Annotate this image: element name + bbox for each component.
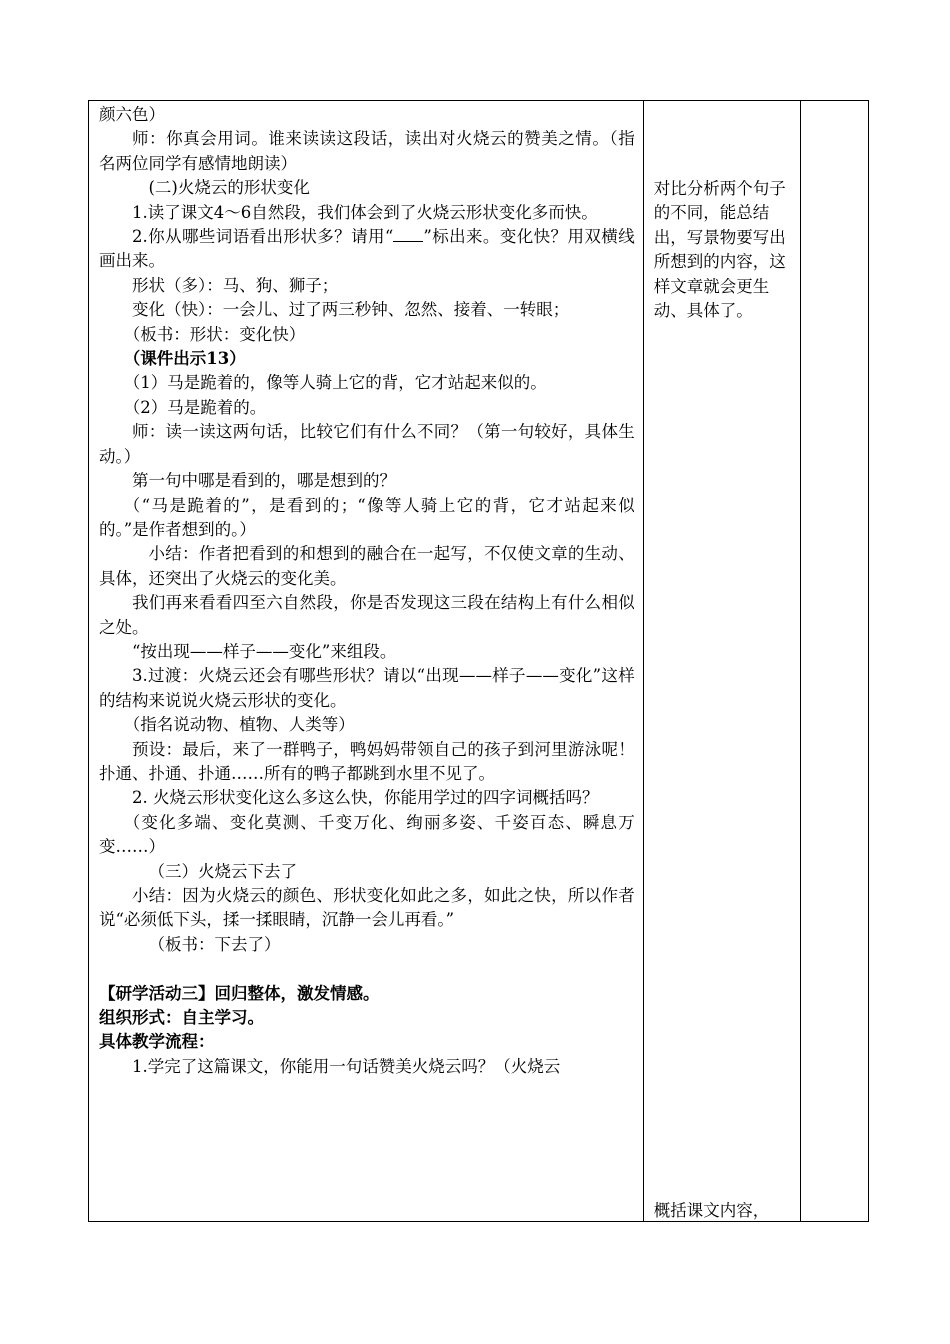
process-heading: 具体教学流程：	[99, 1032, 215, 1052]
organization-form: 组织形式：自主学习。	[99, 1008, 264, 1028]
text-line: 预设：最后，来了一群鸭子，鸭妈妈带领自己的孩子到河里游泳呢！扑通、扑通、扑通……所有的鸭子都跳到水里不见了。	[99, 739, 635, 783]
text-line: （指名说动物、植物、人类等）	[123, 715, 355, 735]
summary-line: 小结：因为火烧云的颜色、形状变化如此之多，如此之快，所以作者说“必须低下头，揉一揉眼睛，沉静一会儿再看。”	[99, 886, 635, 930]
text-segment: 2.你从哪些词语看出形状多？请用“	[132, 227, 394, 247]
teaching-process-cell	[89, 101, 644, 1222]
design-note: 概括课文内容，	[653, 1201, 770, 1220]
text-line: 师：你真会用词。谁来读读这段话，读出对火烧云的赞美之情。（指名两位同学有感情地朗读）	[99, 129, 635, 173]
text-line: 师：读一读这两句话，比较它们有什么不同？（第一句较好，具体生动。）	[99, 422, 635, 466]
text-line: “按出现——样子——变化”来组段。	[132, 641, 397, 661]
text-line: 3.过渡：火烧云还会有哪些形状？请以“出现——样子——变化”这样的结构来说说火烧云形状的变化。	[99, 666, 635, 710]
text-line: 1.读了课文4～6自然段，我们体会到了火烧云形状变化多而快。	[132, 202, 598, 222]
text-line: （变化多端、变化莫测、千变万化、绚丽多姿、千姿百态、瞬息万变……）	[99, 812, 635, 857]
text-line: （1）马是跪着的，像等人骑上它的背，它才站起来似的。	[123, 373, 547, 393]
table-row	[89, 101, 869, 1222]
courseware-label: （课件出示13）	[123, 349, 246, 369]
text-line: 第一句中哪是看到的，哪是想到的？	[132, 471, 396, 491]
summary-line: 小结：作者把看到的和想到的融合在一起写，不仅使文章的生动、具体，还突出了火烧云的变化美。	[99, 544, 635, 588]
design-note: 对比分析两个句子的不同，能总结出，写景物要写出所想到的内容，这样文章就会更生动、具体了。	[653, 179, 786, 321]
text-line: 我们再来看看四至六自然段，你是否发现这三段在结构上有什么相似之处。	[99, 593, 635, 637]
text-line: 颜六色）	[99, 105, 165, 124]
text-line	[99, 225, 635, 274]
empty-column-cell	[800, 101, 868, 1222]
board-note: （板书：下去了）	[148, 934, 281, 954]
section-heading: (二)火烧云的形状变化	[148, 178, 310, 198]
activity-heading: 【研学活动三】回归整体，激发情感。	[99, 983, 380, 1003]
text-line: （2）马是跪着的。	[123, 397, 267, 417]
underline-blank	[393, 227, 423, 242]
lesson-plan-table	[88, 100, 869, 1222]
text-line: 形状（多）：马、狗、狮子；	[132, 275, 339, 295]
text-line: 1.学完了这篇课文，你能用一句话赞美火烧云吗？（火烧云	[132, 1056, 561, 1076]
text-line: （“马是跪着的”，是看到的；“像等人骑上它的背，它才站起来似的。”是作者想到的。）	[99, 495, 635, 539]
text-segment: ”标出来。变化快？用双横线画出来。	[99, 227, 635, 271]
blank-line	[99, 957, 635, 981]
design-intent-cell	[643, 101, 800, 1222]
text-line: 变化（快）：一会儿、过了两三秒钟、忽然、接着、一转眼；	[132, 300, 570, 320]
board-note: （板书：形状：变化快）	[123, 324, 306, 344]
text-line: 2. 火烧云形状变化这么多这么快，你能用学过的四字词概括吗？	[132, 788, 599, 808]
section-heading: （三）火烧云下去了	[148, 861, 297, 881]
